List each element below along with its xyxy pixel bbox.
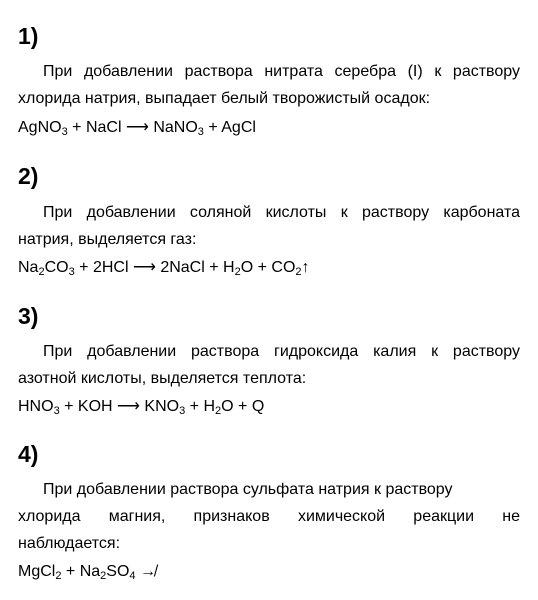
section-2-equation: $Na_2CO_3 + 2HCl$ ⟶ 2NaCl + $H_2O$ + $CO_2↑$ <box>18 259 310 278</box>
equation-subscript: 2 <box>215 405 222 417</box>
equation-subscript: 3 <box>53 405 60 417</box>
section-4-text-line-1: При добавлении раствора сульфата натрия к раствору <box>43 481 453 498</box>
section-4-equation: MgCl$_2$ + $Na_2SO_4$ ↛ <box>18 563 156 582</box>
equation-subscript: 2 <box>38 266 45 278</box>
section-2-number: 2) <box>18 163 39 189</box>
section-3-text: При добавлении раствора гидроксида калия к раствору азотной кислоты, выделяется теплота: <box>18 343 520 387</box>
equation-subscript: 2 <box>295 266 302 278</box>
equation-subscript: 3 <box>68 266 75 278</box>
section-4-text-line-3: наблюдается: <box>18 535 121 552</box>
section-1-equation: AgNO$_3$ + NaCl ⟶ NaNO$_3$ + AgCl <box>18 119 256 138</box>
equation-subscript: 4 <box>129 570 136 582</box>
equation-subscript: 3 <box>61 126 68 138</box>
section-4-text-line-2: хлорида магния, признаков химической реакции не <box>18 508 520 525</box>
section-1-number: 1) <box>18 23 39 49</box>
equation-subscript: 2 <box>55 570 62 582</box>
section-4-text <box>18 476 520 557</box>
section-4-number: 4) <box>18 441 39 467</box>
section-2-text: При добавлении соляной кислоты к раствору карбоната натрия, выделяется газ: <box>18 204 520 248</box>
equation-subscript: 3 <box>197 126 204 138</box>
equation-subscript: 3 <box>179 405 186 417</box>
equation-subscript: 2 <box>234 266 241 278</box>
section-3-equation: $HNO_3$ + KOH ⟶ $KNO_3 + H_2O + Q$ <box>18 398 265 417</box>
equation-subscript: 2 <box>100 570 107 582</box>
section-3-number: 3) <box>18 303 39 329</box>
section-1-text: При добавлении раствора нитрата серебра (I) к раствору хлорида натрия, выпадает белый творожистый осадок: <box>18 63 520 107</box>
